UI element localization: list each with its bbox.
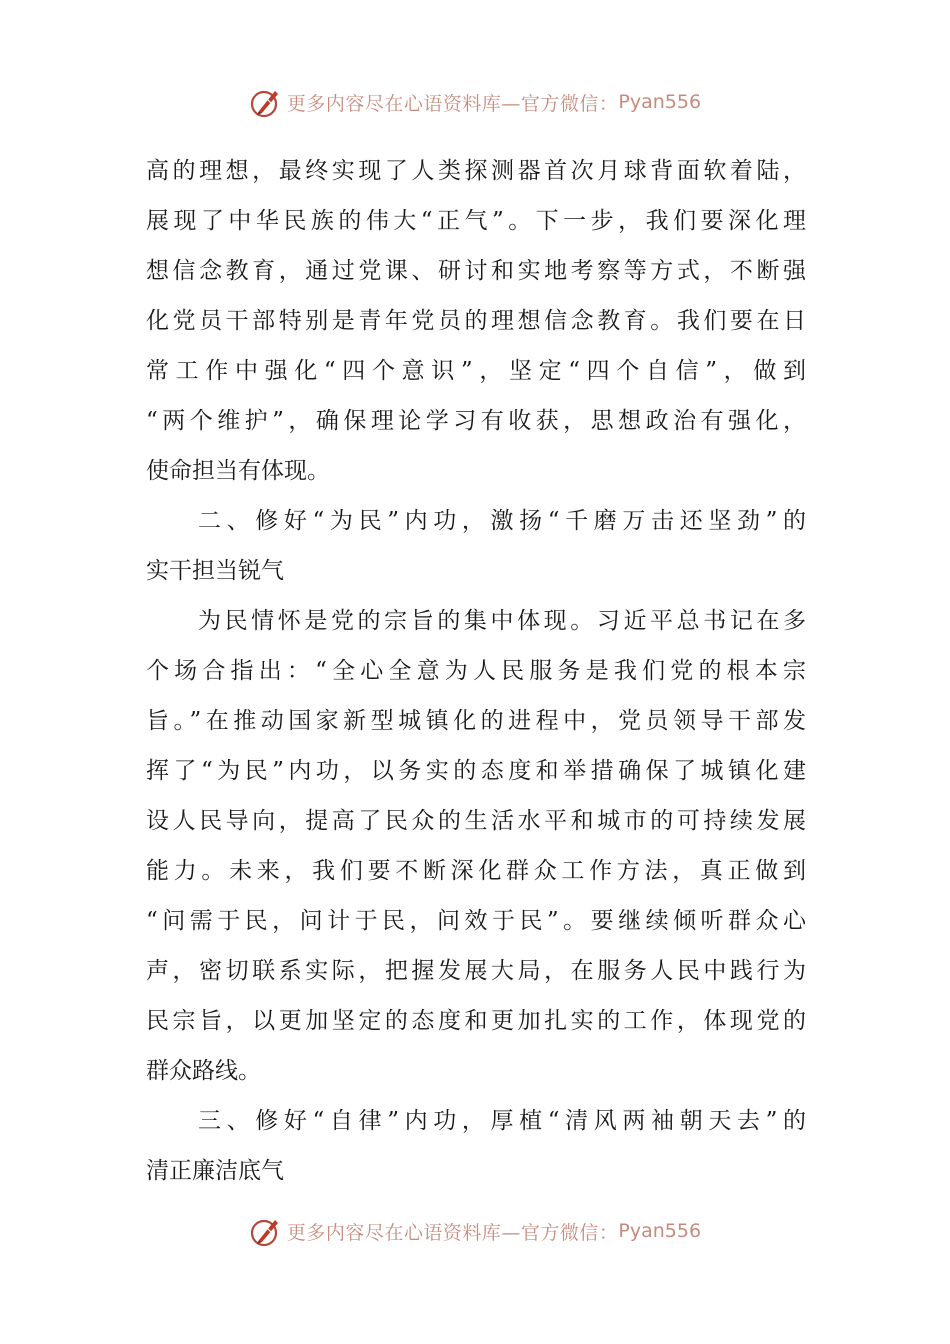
text-line: 二、修好“为民”内功，激扬“千磨万击还坚劲”的 [198,508,806,534]
quill-pen-logo-icon [249,1214,283,1248]
text-line: 高的理想，最终实现了人类探测器首次月球背面软着陆， [146,158,806,184]
text-line: 为民情怀是党的宗旨的集中体现。习近平总书记在多 [198,608,806,634]
text-line: 声，密切联系实际，把握发展大局，在服务人民中践行为 [146,958,806,984]
quill-pen-logo-icon [249,85,283,119]
text-line: 展现了中华民族的伟大“正气”。下一步，我们要深化理 [146,208,806,234]
text-line: “问需于民，问计于民，问效于民”。要继续倾听群众心 [146,908,806,934]
text-line: 旨。”在推动国家新型城镇化的进程中，党员领导干部发 [146,708,806,734]
text-line: 实干担当锐气 [146,558,284,584]
text-line: 民宗旨，以更加坚定的态度和更加扎实的工作，体现党的 [146,1008,806,1034]
text-line: 个场合指出：“全心全意为人民服务是我们党的根本宗 [146,658,806,684]
text-line: 挥了“为民”内功，以务实的态度和举措确保了城镇化建 [146,758,806,784]
watermark-text: 更多内容尽在心语资料库—官方微信： [286,92,619,115]
text-line: 使命担当有体现。 [146,458,330,484]
text-line: 三、修好“自律”内功，厚植“清风两袖朝天去”的 [198,1108,806,1134]
document-body [146,146,806,1196]
watermark-text: 更多内容尽在心语资料库—官方微信： [286,1221,619,1244]
text-line: 设人民导向，提高了民众的生活水平和城市的可持续发展 [146,808,806,834]
text-line: 常工作中强化“四个意识”，坚定“四个自信”，做到 [146,358,806,384]
text-line: 能力。未来，我们要不断深化群众工作方法，真正做到 [146,858,806,884]
footer-watermark-banner [0,1211,950,1251]
header-watermark-banner [0,82,950,122]
watermark-wechat-handle: Pyan556 [618,91,702,113]
text-line: 群众路线。 [146,1058,261,1084]
text-line: 清正廉洁底气 [146,1158,284,1184]
text-line: 化党员干部特别是青年党员的理想信念教育。我们要在日 [146,308,806,334]
text-line: “两个维护”，确保理论学习有收获，思想政治有强化， [146,408,806,434]
text-line: 想信念教育，通过党课、研讨和实地考察等方式，不断强 [146,258,806,284]
watermark-wechat-handle: Pyan556 [618,1220,702,1242]
